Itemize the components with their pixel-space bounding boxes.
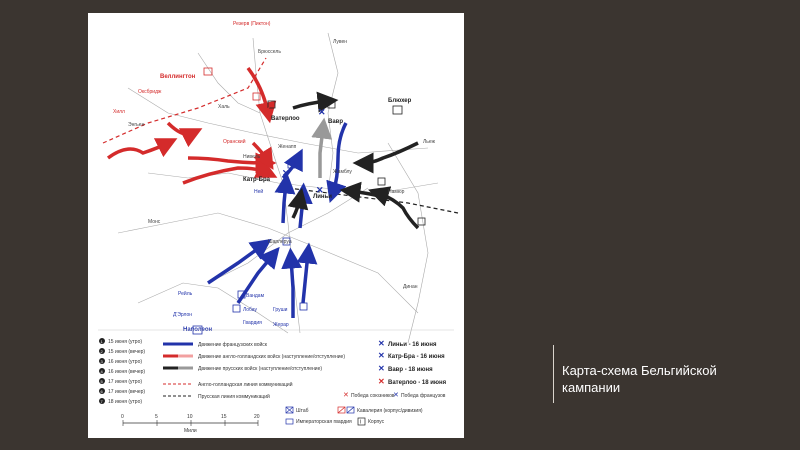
scale-bar xyxy=(121,414,260,434)
scale-tick-20: 20 xyxy=(254,414,260,420)
french-movements xyxy=(208,123,346,318)
campaign-map xyxy=(88,13,464,438)
place-namur: Намюр xyxy=(388,189,405,195)
legend-date-6: 17 июня (вечер) xyxy=(108,389,146,395)
unit-reserve: Резерв (Пиктон) xyxy=(233,21,271,27)
svg-text:✕: ✕ xyxy=(316,185,324,195)
place-wavre: Вавр xyxy=(328,119,344,125)
legend xyxy=(98,330,454,434)
svg-text:✕: ✕ xyxy=(263,105,271,115)
legend-prussian-movement: Движение прусских войск (наступление/отступление) xyxy=(198,366,323,372)
svg-text:1: 1 xyxy=(100,339,103,344)
svg-text:4: 4 xyxy=(100,369,103,374)
legend-date-7: 18 июня (утро) xyxy=(108,399,143,405)
scale-tick-10: 10 xyxy=(187,414,193,420)
legend-victories xyxy=(343,392,446,399)
legend-date-4: 16 июня (вечер) xyxy=(108,369,146,375)
place-mons: Монс xyxy=(148,219,161,225)
unit-grouchy: Груши xyxy=(273,307,288,313)
legend-date-1: 15 июня (утро) xyxy=(108,339,143,345)
unit-lobau: Лобау xyxy=(243,307,258,313)
legend-date-2: 15 июня (вечер) xyxy=(108,349,146,355)
place-gembloux: Жамблу xyxy=(333,169,352,175)
prussian-retreat xyxy=(320,128,323,178)
legend-symbols xyxy=(286,407,423,426)
unit-uxbridge: Оксбридж xyxy=(138,89,162,95)
place-hal: Халь xyxy=(218,104,230,110)
scale-unit: Мили xyxy=(184,428,197,434)
place-quatre-bras: Катр-Бра xyxy=(243,177,270,183)
map-svg xyxy=(88,13,464,438)
unit-ney: Ней xyxy=(254,189,264,195)
legend-allied-movement: Движение англо-голландских войск (наступление/отступление) xyxy=(198,354,345,360)
legend-victory-french: Победа французов xyxy=(401,393,446,399)
unit-derlon: Д'Эрлон xyxy=(173,312,193,318)
commander-napoleon: Наполеон xyxy=(183,327,213,333)
svg-text:3: 3 xyxy=(100,359,103,364)
legend-hq: Штаб xyxy=(296,408,309,414)
caption-divider xyxy=(553,345,554,403)
legend-french-movement: Движение французских войск xyxy=(198,342,267,348)
unit-orange: Оранский xyxy=(223,139,246,145)
legend-battle-ligny: Линьи - 16 июня xyxy=(388,342,437,348)
legend-victory-allies: Победа союзников xyxy=(351,393,395,399)
unit-vandamme: Вандам xyxy=(246,293,265,299)
svg-text:2: 2 xyxy=(100,349,103,354)
svg-text:I: I xyxy=(360,419,362,426)
scale-tick-0: 0 xyxy=(121,414,124,420)
place-ligny: Линьи xyxy=(313,194,332,200)
legend-date-3: 16 июня (утро) xyxy=(108,359,143,365)
legend-prussian-comm: Прусская линия коммуникаций xyxy=(198,394,270,400)
legend-date-5: 17 июня (утро) xyxy=(108,379,143,385)
unit-gerard: Жерар xyxy=(273,322,289,328)
svg-text:✕: ✕ xyxy=(378,364,385,373)
place-genappe: Женапп xyxy=(278,144,297,150)
legend-corps: Корпус xyxy=(368,419,385,425)
unit-hill: Хилл xyxy=(113,109,125,115)
place-enghien: Энгьен xyxy=(128,122,145,128)
unit-reille: Рейль xyxy=(178,291,193,297)
legend-movements xyxy=(163,341,345,400)
legend-dates xyxy=(99,338,145,405)
svg-text:✕: ✕ xyxy=(378,339,385,348)
place-dinant: Динан xyxy=(403,284,418,290)
place-waterloo: Ватерлоо xyxy=(271,116,300,122)
legend-allied-comm: Англо-голландская линия коммуникаций xyxy=(198,382,293,388)
place-nivelles: Нивель xyxy=(243,154,261,160)
legend-battle-wavre: Вавр - 18 июня xyxy=(388,367,433,373)
commander-wellington: Веллингтон xyxy=(160,74,196,80)
svg-text:6: 6 xyxy=(100,389,103,394)
legend-imperial-guard: Императорская гвардия xyxy=(296,419,352,425)
legend-cavalry: Кавалерия (корпус/дивизия) xyxy=(357,408,423,414)
place-charleroi: Шарлеруа xyxy=(268,239,292,245)
scale-tick-5: 5 xyxy=(155,414,158,420)
svg-text:✕: ✕ xyxy=(318,107,326,117)
legend-battle-waterloo: Ватерлоо - 18 июня xyxy=(388,380,447,386)
unit-guard: Гвардия xyxy=(243,320,262,326)
place-liege: Льеж xyxy=(423,139,435,145)
svg-text:7: 7 xyxy=(100,399,103,404)
commander-blucher: Блюхер xyxy=(388,98,412,104)
scale-tick-15: 15 xyxy=(221,414,227,420)
svg-text:✕: ✕ xyxy=(343,392,349,399)
legend-battles xyxy=(378,339,447,386)
svg-text:✕: ✕ xyxy=(393,392,399,399)
svg-text:✕: ✕ xyxy=(378,377,385,386)
legend-battle-quatre-bras: Катр-Бра - 16 июня xyxy=(388,354,445,360)
slide-caption: Карта-схема Бельгийской кампании xyxy=(562,363,717,395)
prussian-movements xyxy=(293,101,418,228)
place-louvain: Лувен xyxy=(333,39,347,45)
place-brussels: Брюссель xyxy=(258,49,281,55)
prussian-communication-line xyxy=(288,188,458,213)
svg-text:5: 5 xyxy=(100,379,103,384)
svg-text:✕: ✕ xyxy=(282,168,290,178)
svg-text:✕: ✕ xyxy=(378,351,385,360)
